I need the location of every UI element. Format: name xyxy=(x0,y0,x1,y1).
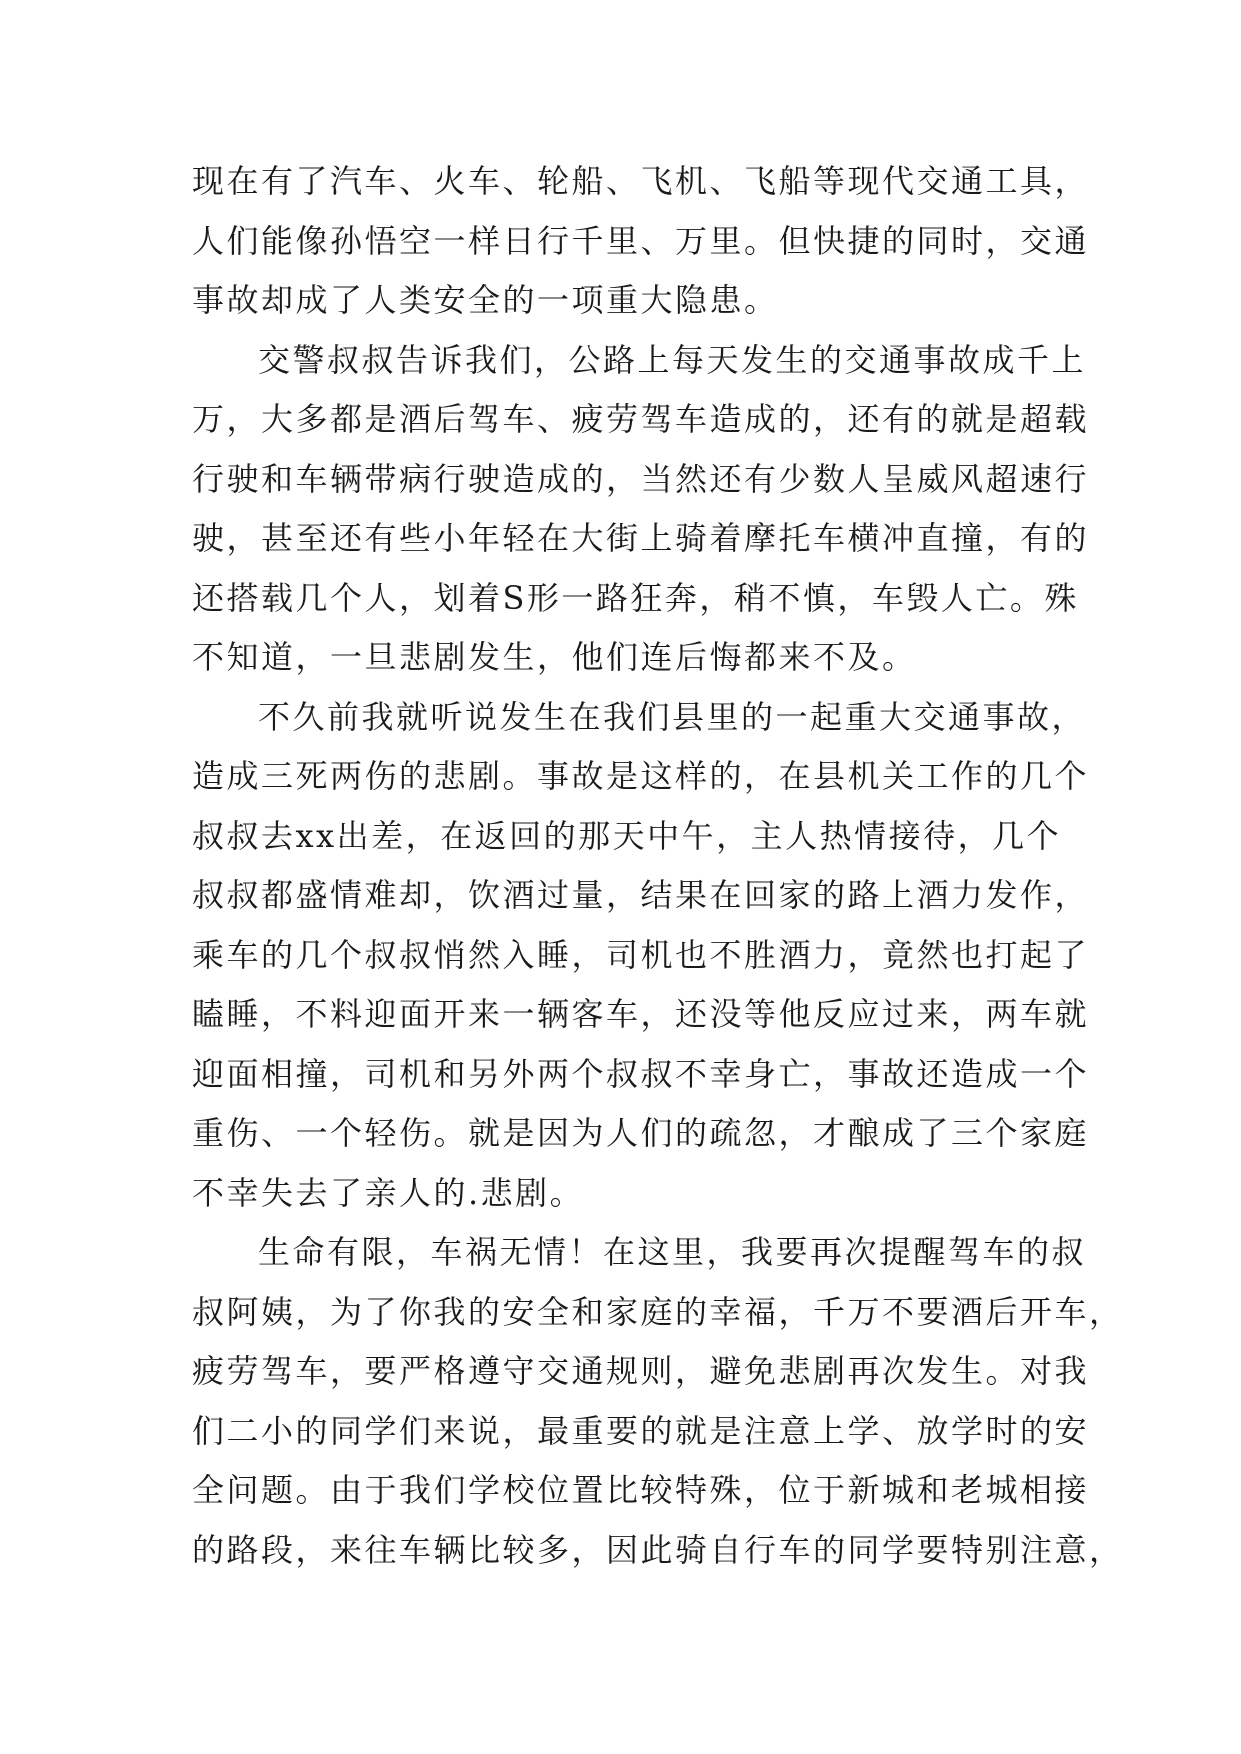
text-line: 们二小的同学们来说，最重要的就是注意上学、放学时的安 xyxy=(192,1411,1090,1450)
text-line: 不知道，一旦悲剧发生，他们连后悔都来不及。 xyxy=(192,638,917,676)
text-line: 全问题。由于我们学校位置比较特殊，位于新城和老城相接 xyxy=(192,1471,1090,1509)
paragraph-3 xyxy=(192,688,1090,1224)
text-line: 重伤、一个轻伤。就是因为人们的疏忽，才酿成了三个家庭 xyxy=(192,1114,1090,1152)
text-line: 叔叔去xx出差，在返回的那天中午，主人热情接待，几个 xyxy=(192,816,1062,855)
text-line: 叔叔都盛情难却，饮酒过量，结果在回家的路上酒力发作， xyxy=(192,876,1090,914)
text-line: 万，大多都是酒后驾车、疲劳驾车造成的，还有的就是超载 xyxy=(192,400,1090,438)
text-line: 现在有了汽车、火车、轮船、飞机、飞船等现代交通工具， xyxy=(192,162,1090,200)
text-line: 乘车的几个叔叔悄然入睡，司机也不胜酒力，竟然也打起了 xyxy=(192,935,1090,974)
text-line: 人们能像孙悟空一样日行千里、万里。但快捷的同时，交通 xyxy=(192,221,1090,260)
text-line: 生命有限，车祸无情！在这里，我要再次提醒驾车的叔 xyxy=(258,1233,1087,1271)
paragraph-4 xyxy=(192,1223,1124,1580)
paragraph-1 xyxy=(192,152,1090,331)
text-line: 行驶和车辆带病行驶造成的，当然还有少数人呈威风超速行 xyxy=(192,459,1090,498)
text-line: 驶，甚至还有些小年轻在大街上骑着摩托车横冲直撞，有的 xyxy=(192,519,1090,557)
text-line: 交警叔叔告诉我们，公路上每天发生的交通事故成千上 xyxy=(258,340,1087,379)
text-line: 还搭载几个人，划着S形一路狂奔，稍不慎，车毁人亡。殊 xyxy=(192,578,1079,617)
text-line: 不久前我就听说发生在我们县里的一起重大交通事故， xyxy=(258,697,1087,736)
paragraph-2 xyxy=(192,331,1090,688)
text-line: 疲劳驾车，要严格遵守交通规则，避免悲剧再次发生。对我 xyxy=(192,1352,1090,1390)
text-line: 迎面相撞，司机和另外两个叔叔不幸身亡，事故还造成一个 xyxy=(192,1054,1090,1093)
text-line: 的路段，来往车辆比较多，因此骑自行车的同学要特别注意， xyxy=(192,1530,1124,1569)
text-line: 叔阿姨，为了你我的安全和家庭的幸福，千万不要酒后开车， xyxy=(192,1292,1124,1331)
text-line: 瞌睡，不料迎面开来一辆客车，还没等他反应过来，两车就 xyxy=(192,995,1090,1033)
text-line: 事故却成了人类安全的一项重大隐患。 xyxy=(192,281,779,319)
body-text xyxy=(192,152,1124,1580)
text-line: 不幸失去了亲人的.悲剧。 xyxy=(192,1173,585,1212)
text-line: 造成三死两伤的悲剧。事故是这样的，在县机关工作的几个 xyxy=(192,757,1090,795)
